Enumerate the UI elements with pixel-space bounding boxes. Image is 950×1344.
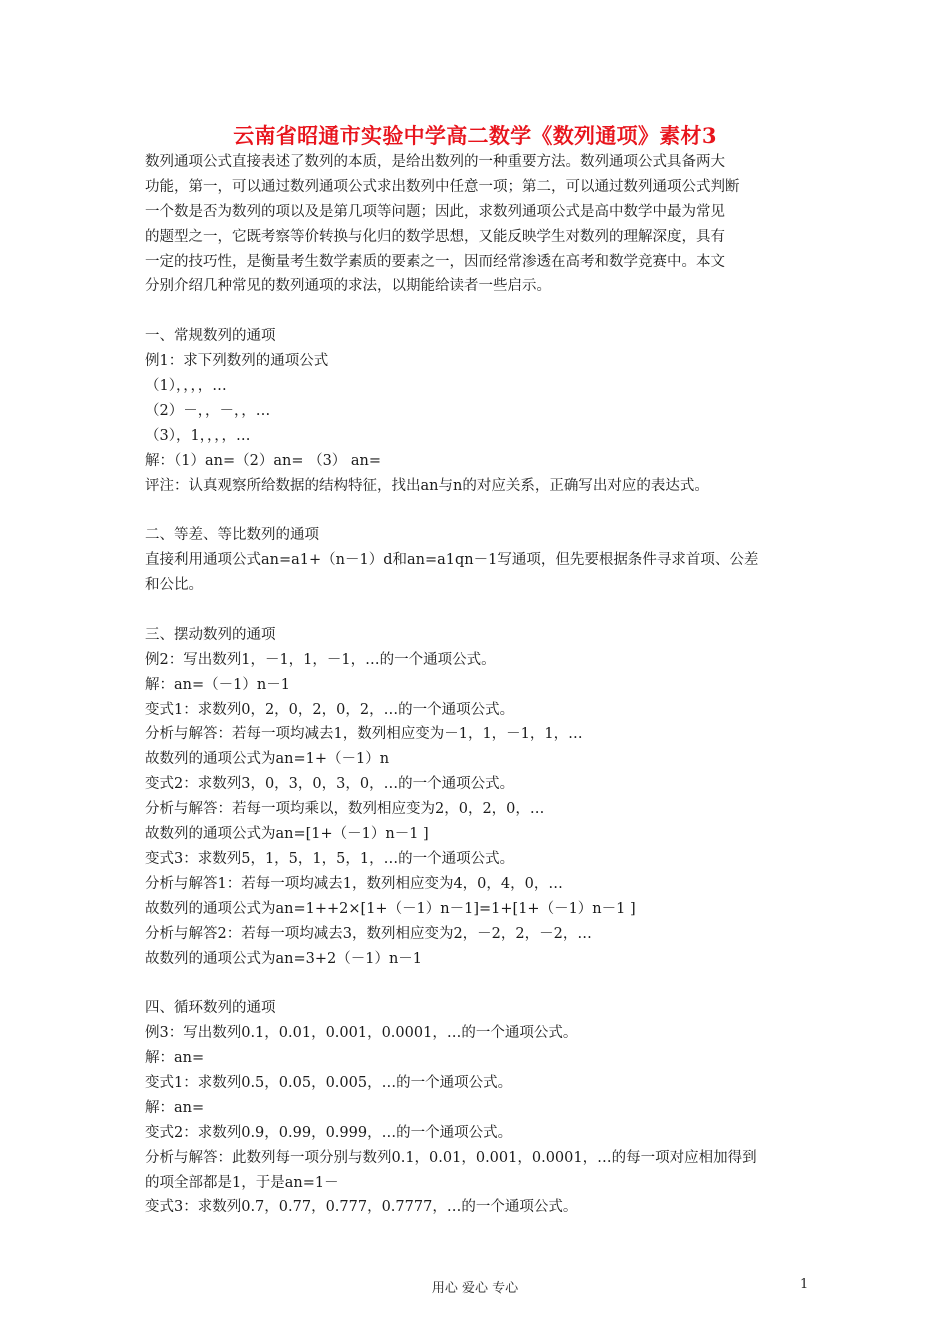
text-line: （2）－，，－，，… [145, 402, 271, 419]
document-title: 云南省昭通市实验中学高二数学《数列通项》素材3 [233, 123, 717, 148]
text-line: 变式3：求数列5，1，5，1，5，1，…的一个通项公式。 [145, 850, 515, 867]
text-line: 分析与解答1：若每一项均减去1，数列相应变为4，0，4，0，… [145, 875, 563, 892]
text-line: 四、循环数列的通项 [145, 1000, 276, 1017]
blank-line [145, 598, 810, 623]
text-line: 分析与解答：若每一项均乘以，数列相应变为2，0，2，0，… [145, 801, 545, 818]
blank-line [145, 498, 810, 523]
text-line: 功能，第一，可以通过数列通项公式求出数列中任意一项；第二，可以通过数列通项公式判断 [145, 178, 740, 195]
text-line: 和公比。 [145, 577, 203, 594]
text-line: 故数列的通项公式为an=[1+（－1）n－1 ] [145, 826, 429, 843]
text-line: （1），，，，… [145, 378, 227, 395]
text-line: 解：an=（－1）n－1 [145, 676, 290, 693]
text-line: 变式1：求数列0，2，0，2，0，2，…的一个通项公式。 [145, 701, 515, 718]
text-line: 例3：写出数列0.1，0.01，0.001，0.0001，…的一个通项公式。 [145, 1025, 578, 1042]
text-line: 一个数是否为数列的项以及是第几项等问题；因此，求数列通项公式是高中数学中最为常见 [145, 203, 725, 220]
text-line: 数列通项公式直接表述了数列的本质，是给出数列的一种重要方法。数列通项公式具备两大 [145, 154, 725, 170]
blank-line [145, 299, 810, 324]
blank-line [145, 971, 810, 996]
text-line: 一、常规数列的通项 [145, 328, 276, 345]
text-line: 故数列的通项公式为an=1++2×[1+（－1）n－1]=1+[1+（－1）n－1 ] [145, 900, 636, 917]
page-number: 1 [800, 1277, 809, 1292]
text-line: 变式1：求数列0.5，0.05，0.005，…的一个通项公式。 [145, 1074, 513, 1091]
text-line: （3），1，，，，… [145, 427, 251, 444]
text-line: 解：an= [145, 1099, 205, 1116]
text-line: 评注：认真观察所给数据的结构特征，找出an与n的对应关系，正确写出对应的表达式。 [145, 477, 709, 494]
text-line: 的题型之一，它既考察等价转换与化归的数学思想，又能反映学生对数列的理解深度，具有 [145, 228, 725, 245]
text-line: 变式3：求数列0.7，0.77，0.777，0.7777，…的一个通项公式。 [145, 1199, 578, 1216]
text-line: 分析与解答：若每一项均减去1，数列相应变为－1，1，－1，1，… [145, 726, 583, 743]
text-line: 故数列的通项公式为an=1+（－1）n [145, 751, 390, 768]
text-line: 变式2：求数列3，0，3，0，3，0，…的一个通项公式。 [145, 776, 515, 793]
text-line: 变式2：求数列0.9，0.99，0.999，…的一个通项公式。 [145, 1124, 513, 1141]
text-line: 直接利用通项公式an=a1+（n－1）d和an=a1qn－1写通项，但先要根据条件寻求首项、公差 [145, 552, 759, 569]
text-line: 一定的技巧性，是衡量考生数学素质的要素之一，因而经常渗透在高考和数学竞赛中。本文 [145, 253, 725, 270]
text-line: 解：（1）an=（2）an= （3） an= [145, 452, 382, 469]
text-line: 分析与解答：此数列每一项分别与数列0.1，0.01，0.001，0.0001，…的每一项对应相加得到 [145, 1149, 757, 1166]
text-line: 解：an= [145, 1050, 205, 1067]
text-line: 分析与解答2：若每一项均减去3，数列相应变为2，－2，2，－2，… [145, 925, 592, 942]
text-line: 例1：求下列数列的通项公式 [145, 353, 329, 370]
text-line: 例2：写出数列1，－1，1，－1，…的一个通项公式。 [145, 651, 496, 668]
text-line: 二、等差、等比数列的通项 [145, 527, 319, 544]
footer-text: 用心 爱心 专心 [431, 1281, 519, 1296]
text-line: 故数列的通项公式为an=3+2（－1）n－1 [145, 950, 423, 967]
text-line: 的项全部都是1，于是an=1－ [145, 1174, 339, 1191]
document-body [145, 150, 810, 1220]
text-line: 分别介绍几种常见的数列通项的求法，以期能给读者一些启示。 [145, 278, 551, 295]
text-line: 三、摆动数列的通项 [145, 626, 276, 643]
